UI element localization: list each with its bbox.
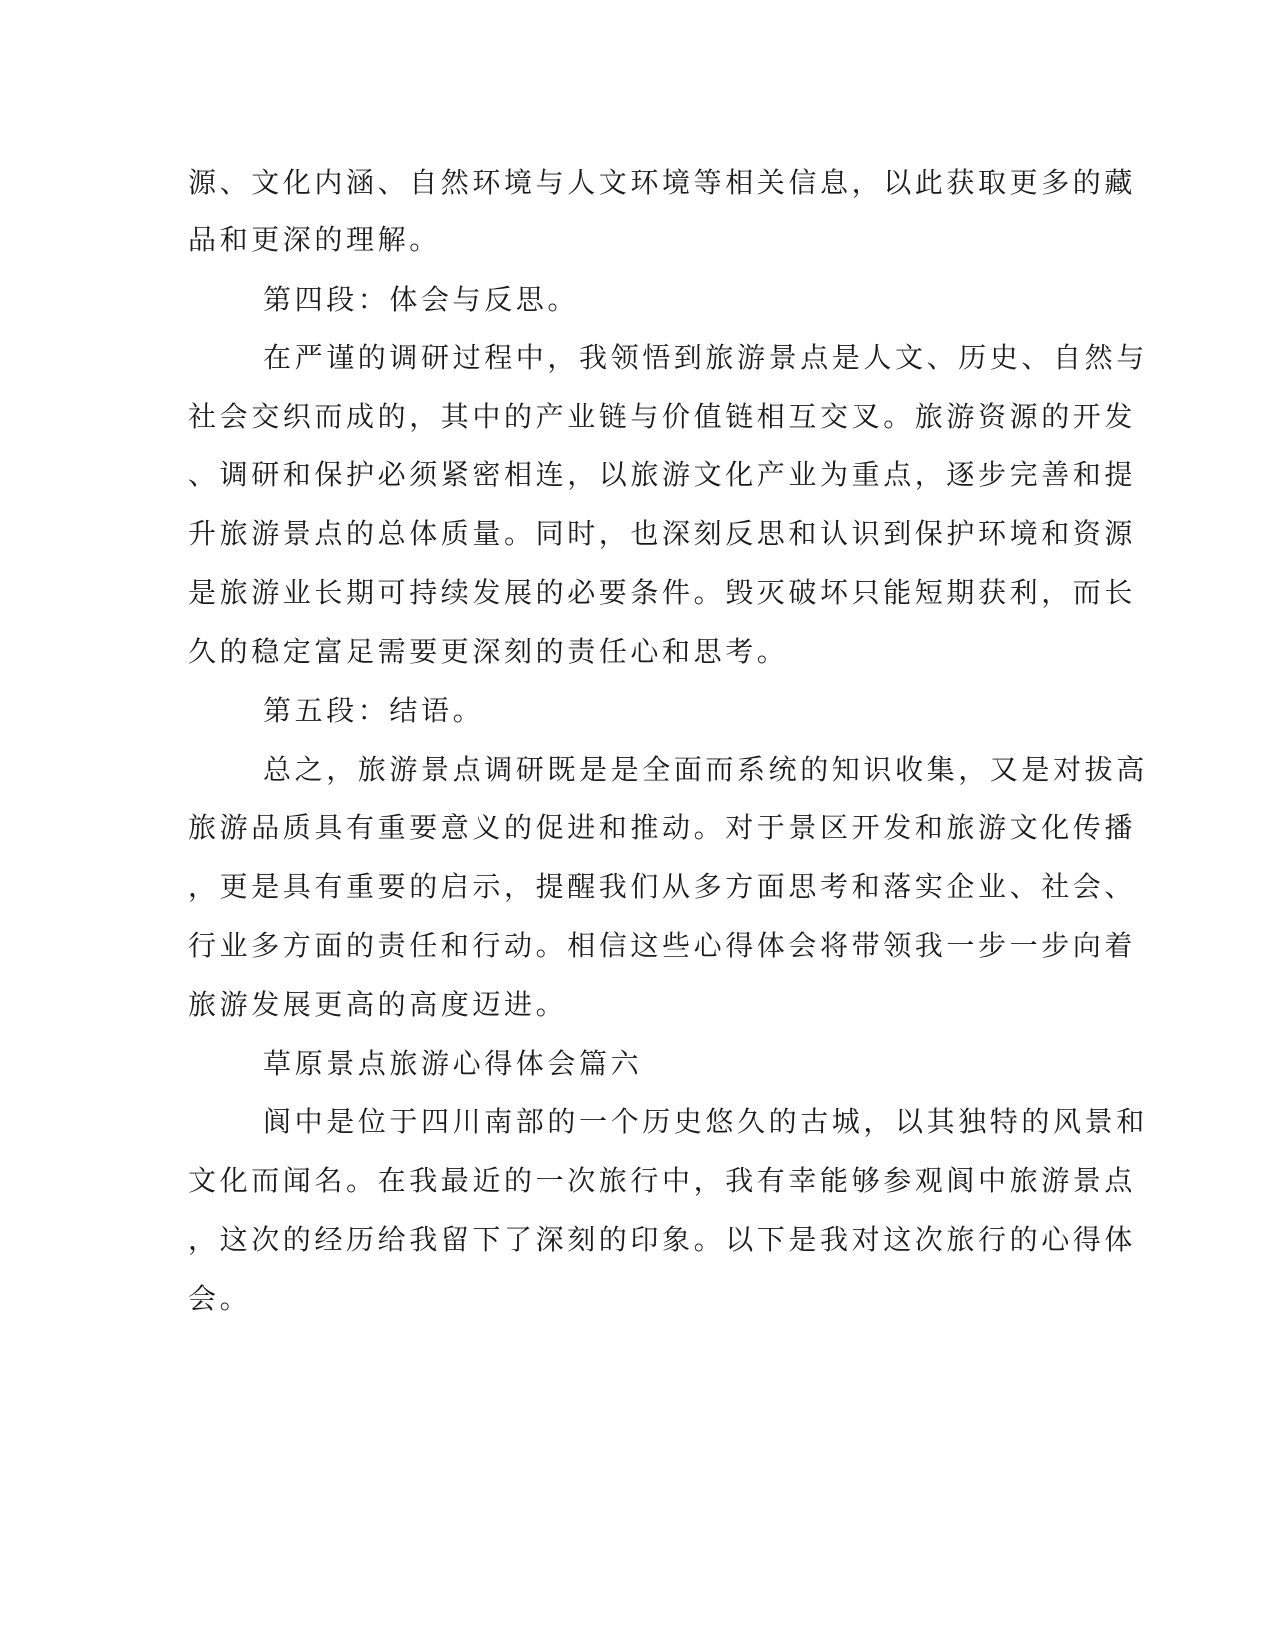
text-line: 在严谨的调研过程中，我领悟到旅游景点是人文、历史、自然与	[263, 341, 1148, 374]
text-line: 总之，旅游景点调研既是是全面而系统的知识收集，又是对拔高	[263, 753, 1148, 786]
text-line: ，更是具有重要的启示，提醒我们从多方面思考和落实企业、社会、	[188, 870, 1137, 903]
text-line: 升旅游景点的总体质量。同时，也深刻反思和认识到保护环境和资源	[188, 517, 1137, 550]
section-heading: 第五段：结语。	[263, 694, 485, 727]
text-line: 行业多方面的责任和行动。相信这些心得体会将带领我一步一步向着	[188, 929, 1137, 962]
text-line: 社会交织而成的，其中的产业链与价值链相互交叉。旅游资源的开发	[188, 400, 1137, 433]
text-line: 阆中是位于四川南部的一个历史悠久的古城，以其独特的风景和	[263, 1105, 1148, 1138]
text-line: 、调研和保护必须紧密相连，以旅游文化产业为重点，逐步完善和提	[188, 458, 1137, 491]
text-line: 久的稳定富足需要更深刻的责任心和思考。	[188, 635, 789, 668]
section-heading: 第四段：体会与反思。	[263, 283, 580, 316]
article-title: 草原景点旅游心得体会篇六	[263, 1047, 643, 1080]
text-line: 旅游品质具有重要意义的促进和推动。对于景区开发和旅游文化传播	[188, 811, 1137, 844]
text-line: 会。	[188, 1282, 252, 1315]
text-line: 是旅游业长期可持续发展的必要条件。毁灭破坏只能短期获利，而长	[188, 576, 1137, 609]
text-line: 文化而闻名。在我最近的一次旅行中，我有幸能够参观阆中旅游景点	[188, 1164, 1137, 1197]
text-line: ，这次的经历给我留下了深刻的印象。以下是我对这次旅行的心得体	[188, 1223, 1137, 1256]
text-line: 品和更深的理解。	[188, 223, 441, 256]
text-line: 源、文化内涵、自然环境与人文环境等相关信息，以此获取更多的藏	[188, 166, 1137, 199]
text-line: 旅游发展更高的高度迈进。	[188, 988, 568, 1021]
